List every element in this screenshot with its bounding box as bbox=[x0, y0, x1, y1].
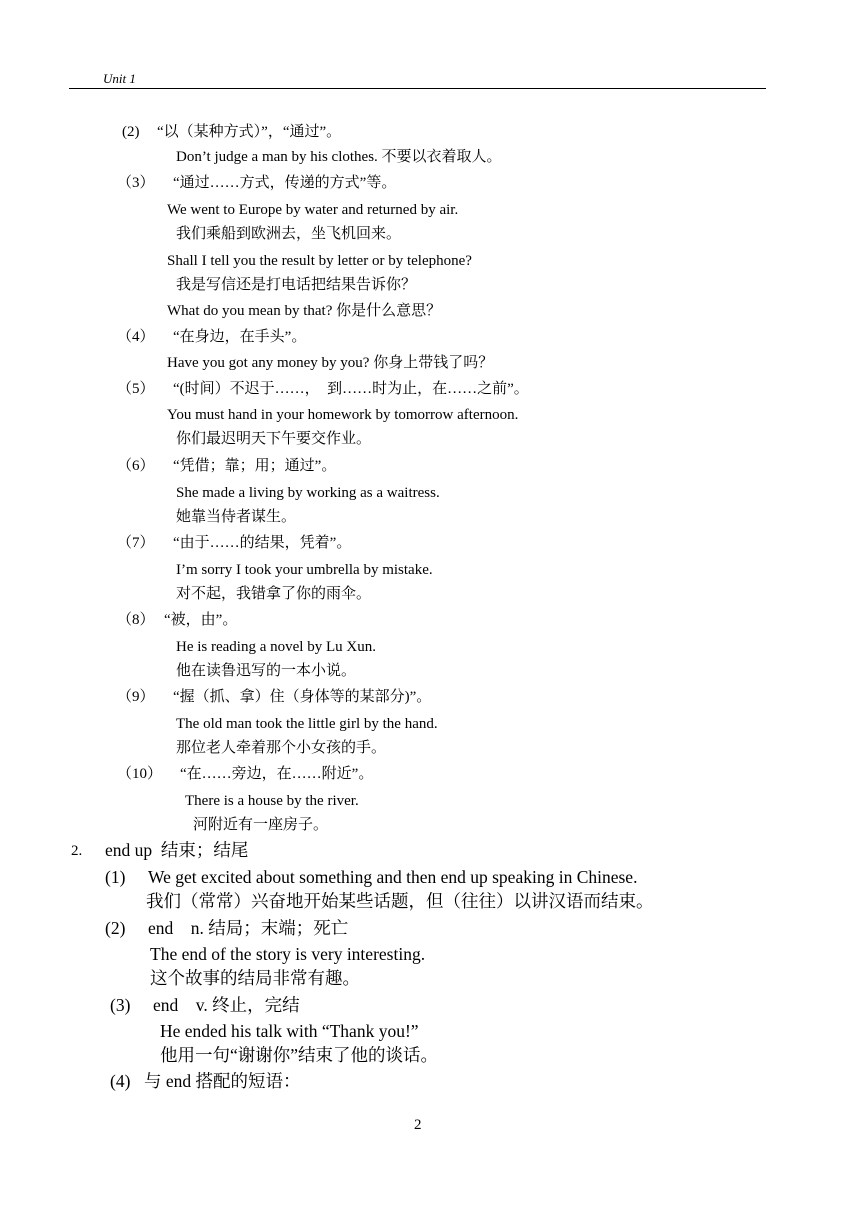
sense-number: （9） bbox=[117, 689, 155, 705]
word-entry: end n. 结局；末端；死亡 bbox=[148, 918, 349, 938]
sense-title: “握（抓、拿）住（身体等的某部分)”。 bbox=[173, 689, 432, 705]
example-en: Have you got any money by you? 你身上带钱了吗？ bbox=[167, 355, 494, 371]
sense-number: （10） bbox=[117, 766, 163, 782]
sense-title: “(时间）不迟于……， 到……时为止，在……之前”。 bbox=[173, 381, 529, 397]
sense-number: （3） bbox=[117, 175, 155, 191]
sense-title: “被，由”。 bbox=[164, 612, 238, 628]
example-zh: 这个故事的结局非常有趣。 bbox=[150, 968, 360, 988]
item-number: 2. bbox=[71, 843, 83, 859]
sense-title: “由于……的结果，凭着”。 bbox=[173, 535, 352, 551]
sub-number: (3) bbox=[110, 995, 131, 1015]
example-en: The end of the story is very interesting. bbox=[150, 944, 426, 964]
page-number: 2 bbox=[414, 1117, 422, 1133]
example-en: I’m sorry I took your umbrella by mistake. bbox=[176, 562, 433, 578]
example-en: What do you mean by that? 你是什么意思？ bbox=[167, 303, 442, 319]
sense-title: “在……旁边，在……附近”。 bbox=[180, 766, 374, 782]
example-zh: 我是写信还是打电话把结果告诉你？ bbox=[176, 277, 417, 293]
sense-title: “凭借；靠；用；通过”。 bbox=[173, 458, 337, 474]
sense-title: “以（某种方式）”，“通过”。 bbox=[157, 124, 342, 140]
example-zh: 你们最迟明天下午要交作业。 bbox=[176, 431, 372, 447]
example-zh: 她靠当侍者谋生。 bbox=[176, 509, 297, 525]
example-en: The old man took the little girl by the hand. bbox=[176, 716, 438, 732]
sense-number: （4） bbox=[117, 329, 155, 345]
sense-number: （5） bbox=[117, 381, 155, 397]
sub-number: (4) bbox=[110, 1071, 131, 1091]
sense-title: “通过……方式，传递的方式”等。 bbox=[173, 175, 397, 191]
sub-number: (1) bbox=[105, 867, 126, 887]
example-zh: 河附近有一座房子。 bbox=[193, 817, 329, 833]
sub-heading: 与 end 搭配的短语： bbox=[144, 1071, 301, 1091]
example-zh: 我们乘船到欧洲去，坐飞机回来。 bbox=[176, 226, 402, 242]
sense-number: （6） bbox=[117, 458, 155, 474]
example-en: We get excited about something and then end up speaking in Chinese. bbox=[148, 867, 638, 887]
example-en: He is reading a novel by Lu Xun. bbox=[176, 639, 376, 655]
running-header: Unit 1 bbox=[103, 71, 136, 86]
example-en: Don’t judge a man by his clothes. 不要以衣着取人。 bbox=[176, 149, 502, 165]
example-en: We went to Europe by water and returned by air. bbox=[167, 202, 459, 218]
sense-number: (2) bbox=[122, 124, 140, 140]
sub-number: (2) bbox=[105, 918, 126, 938]
sense-title: “在身边，在手头”。 bbox=[173, 329, 307, 345]
example-zh: 我们（常常）兴奋地开始某些话题，但（往往）以讲汉语而结束。 bbox=[146, 891, 654, 911]
sense-number: （7） bbox=[117, 535, 155, 551]
phrase-heading: end up 结束；结尾 bbox=[105, 840, 249, 860]
example-zh: 那位老人牵着那个小女孩的手。 bbox=[176, 740, 387, 756]
word-entry: end v. 终止，完结 bbox=[153, 995, 300, 1015]
example-en: There is a house by the river. bbox=[185, 793, 359, 809]
header-rule bbox=[69, 88, 766, 89]
example-en: She made a living by working as a waitress. bbox=[176, 485, 440, 501]
example-zh: 他在读鲁迅写的一本小说。 bbox=[176, 663, 357, 679]
example-zh: 对不起，我错拿了你的雨伞。 bbox=[176, 586, 372, 602]
example-en: Shall I tell you the result by letter or by telephone? bbox=[167, 253, 472, 269]
example-en: He ended his talk with “Thank you!” bbox=[160, 1021, 419, 1041]
example-zh: 他用一句“谢谢你”结束了他的谈话。 bbox=[160, 1045, 439, 1065]
example-en: You must hand in your homework by tomorrow afternoon. bbox=[167, 407, 519, 423]
sense-number: （8） bbox=[117, 612, 155, 628]
